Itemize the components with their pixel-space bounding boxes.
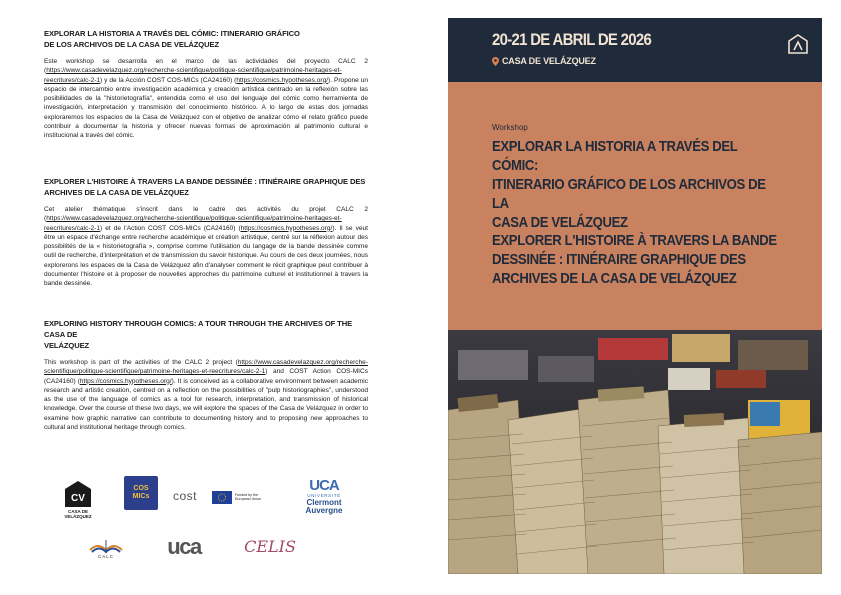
section-title-fr xyxy=(44,176,368,198)
event-date: 20-21 DE ABRIL DE 2026 xyxy=(492,30,652,49)
title-line: ARCHIVES DE LA CASA DE VELÁZQUEZ xyxy=(492,271,737,287)
section-title-line: ARCHIVES DE LA CASA DE VELÁZQUEZ xyxy=(44,188,189,197)
casa-de-velazquez-logo xyxy=(60,476,96,522)
body-text: ). It is conceived as a collaborative environment between academic research and artistic creation, centred on a reflection on the possibilities of "pulp historiographies", understood as the use of the language of comics as a tool for research, interpretation, and transmission of historical knowledge. Over the course of these two days, we will explore the spaces of the Casa de Velázquez in order to examine how graphic narrative can contribute to documenting history and to proposing new approaches to cultural and institutional heritage through comics. xyxy=(44,377,368,432)
calc-logo-text: CALC xyxy=(97,553,114,559)
title-line: DESSINÉE : ITINÉRAIRE GRAPHIQUE DES xyxy=(492,252,746,268)
cosmics-link[interactable]: https://cosmics.hypotheses.org/ xyxy=(79,377,172,385)
poster-header xyxy=(448,18,822,82)
uca-logo-mark: UCA xyxy=(309,476,339,494)
title-line: EXPLORAR LA HISTORIA A TRAVÉS DEL CÓMIC: xyxy=(492,139,738,174)
cost-logo xyxy=(162,488,208,504)
eu-flag-icon xyxy=(212,491,232,504)
section-body-en xyxy=(44,358,368,432)
body-text: ) and COST Action COS-MICs (CA24160) ( xyxy=(44,368,368,385)
body-text: ). Il se veut être un espace d'échange entre recherche académique et création artistique, centré sur la réflexion autour des possibilités de la « historietografía », comprise comme l'utilisation du langage de la bande dessinée comme outil de recherche, d'interprétation et de transmission du savoir historique. Au cours de ces deux journées, nous explorerons les espaces de la Casa de Velázquez afin d'analyser comment le récit graphique peut contribuer à documenter l'histoire et à proposer de nouvelles approches du patrimoine culturel et institutionnel à travers la bande dessinée. xyxy=(44,224,368,288)
section-title-es xyxy=(44,28,368,50)
event-venue xyxy=(492,56,596,66)
calc2-link[interactable]: https://www.casadevelazquez.org/recherche-scientifique/politique-scientifique/patrimoine-heritages-et-reecritures/calc-2-1 xyxy=(44,215,342,232)
uca-wordmark-logo xyxy=(154,534,214,560)
title-line: EXPLORER L'HISTOIRE À TRAVERS LA BANDE xyxy=(492,233,777,249)
partner-logos xyxy=(44,470,368,570)
section-es xyxy=(44,28,368,141)
section-title-line: EXPLORING HISTORY THROUGH COMICS: A TOUR THROUGH THE ARCHIVES OF THE CASA DE xyxy=(44,319,353,339)
cosmics-link[interactable]: https://cosmics.hypotheses.org/ xyxy=(240,224,333,232)
section-body-fr xyxy=(44,205,368,289)
calc-logo xyxy=(84,530,128,564)
uca-wordmark-text: uca xyxy=(167,534,201,559)
poster-panel xyxy=(448,18,822,574)
open-book-icon xyxy=(88,536,124,554)
cosmics-link[interactable]: https://cosmics.hypotheses.org/ xyxy=(236,76,329,84)
casa-de-velazquez-emblem-icon xyxy=(788,34,808,54)
section-en xyxy=(44,318,368,432)
cosmics-logo xyxy=(124,476,158,510)
section-body-es xyxy=(44,57,368,141)
body-text: ) y de la Acción COST COS-MICs (CA24160) ( xyxy=(100,76,237,84)
body-text: Este workshop se desarrolla en el marco de las actividades del proyecto CALC 2 ( xyxy=(44,58,368,75)
body-text: This workshop is part of the activities of the CALC 2 project ( xyxy=(44,359,238,366)
cvz-logo-text: CASA DE VELÁZQUEZ xyxy=(64,509,92,519)
svg-text:CV: CV xyxy=(71,493,85,504)
calc2-link[interactable]: https://www.casadevelazquez.org/recherche-scientifique/politique-scientifique/patrimoine-heritages-et-reecritures/calc-2-1 xyxy=(44,359,368,376)
uca-logo-line: Auvergne xyxy=(305,505,343,515)
poster-title-fr xyxy=(492,232,780,289)
eu-funded-text: Funded by the European Union xyxy=(235,492,261,501)
comics-stacks-photo xyxy=(448,330,822,574)
event-type-label: Workshop xyxy=(492,123,528,132)
uca-logo-line: Clermont xyxy=(306,497,342,507)
body-text: ) et de l'Action COST COS-MICs (CA24160) ( xyxy=(100,224,241,232)
body-text: Cet atelier thématique s'inscrit dans le cadre des activités du projet CALC 2 ( xyxy=(44,206,368,223)
celis-logo xyxy=(230,532,310,560)
section-title-line: EXPLORAR LA HISTORIA A TRAVÉS DEL CÓMIC: ITINERARIO GRÁFICO xyxy=(44,29,300,38)
eu-funded-logo xyxy=(212,490,276,504)
calc2-link[interactable]: https://www.casadevelazquez.org/recherche-scientifique/politique-scientifique/patrimoine-heritages-et-reecritures/calc-2-1 xyxy=(44,67,342,84)
location-pin-icon xyxy=(492,57,499,66)
section-title-line: DE LOS ARCHIVOS DE LA CASA DE VELÁZQUEZ xyxy=(44,40,219,49)
poster-title-es xyxy=(492,138,780,233)
title-line: ITINERARIO GRÁFICO DE LOS ARCHIVOS DE LA xyxy=(492,177,766,212)
cosmics-logo-text: COS MICs xyxy=(132,485,150,500)
section-title-en xyxy=(44,318,368,351)
title-line: CASA DE VELÁZQUEZ xyxy=(492,215,628,231)
cost-logo-text: cost xyxy=(172,489,197,503)
uca-logo-line: UNIVERSITÉ xyxy=(307,492,341,498)
celis-logo-text: CELIS xyxy=(244,536,296,556)
uca-logo xyxy=(298,470,350,522)
section-title-line: EXPLORER L'HISTOIRE À TRAVERS LA BANDE DESSINÉE : ITINÉRAIRE GRAPHIQUE DES xyxy=(44,177,366,186)
section-title-line: VELÁZQUEZ xyxy=(44,341,90,350)
event-venue-text: CASA DE VELÁZQUEZ xyxy=(502,56,596,66)
section-fr xyxy=(44,176,368,289)
cvz-emblem-icon xyxy=(63,479,93,509)
body-text: ). Propone un espacio de intercambio entre investigación académica y creación artística centrado en la reflexión sobre las posibilidades de la "historietografía", entendida como el uso del lenguaje del cómic como herramienta de investigación, interpretación y transmisión del conocimiento histórico. A lo largo de estas dos jornadas exploraremos los espacios de la Casa de Velázquez con el objetivo de analizar cómo el relato gráfico puede contribuir a documentar la historia y ofrecer nuevas formas de aproximación al patrimonio cultural e institucional a través del cómic. xyxy=(44,76,368,140)
